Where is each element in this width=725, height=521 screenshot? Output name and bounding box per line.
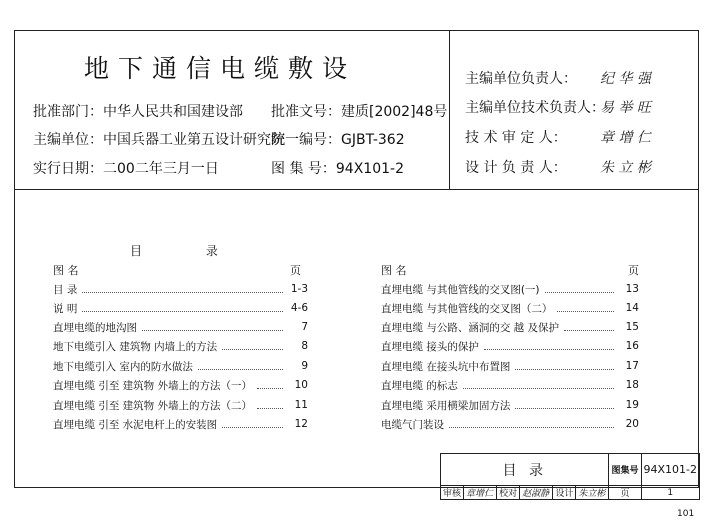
toc-entry[interactable]	[381, 359, 639, 373]
signature-role-4: 设 计 负 责 人：	[465, 160, 567, 176]
toc-heading: 目 录	[130, 244, 248, 258]
signature-role-3: 技 术 审 定 人：	[465, 130, 567, 146]
toc-entry-title: 直埋电缆 与其他管线的交叉图（二）	[381, 302, 553, 315]
toc-entry-page: 14	[625, 302, 639, 314]
toc-entry-title: 地下电缆引入 室内的防水做法	[53, 360, 193, 373]
toc-entry[interactable]	[53, 398, 308, 412]
toc-entry-page: 20	[625, 418, 639, 430]
signature-1: 纪 华 强	[600, 71, 651, 87]
toc-entry[interactable]	[53, 301, 308, 315]
toc-entry-page: 18	[625, 379, 639, 391]
leader-dots	[515, 408, 614, 409]
toc-entry-title: 电缆气门装设	[381, 418, 444, 431]
leader-dots	[222, 349, 283, 350]
toc-entry-title: 直埋电缆 采用横梁加固方法	[381, 399, 511, 412]
leader-dots	[82, 311, 283, 312]
toc-entry-title: 直埋电缆 引至 建筑物 外墙上的方法（二）	[53, 399, 253, 412]
toc-entry-page: 8	[301, 340, 308, 352]
signature-2: 易 举 旺	[600, 100, 651, 116]
toc-entry-title: 目 录	[53, 283, 78, 296]
toc-entry-title: 说 明	[53, 302, 78, 315]
atlas-label: 图集号	[609, 454, 641, 486]
leader-dots	[545, 292, 614, 293]
title-block	[440, 453, 700, 499]
toc-entry-title: 直埋电缆 引至 建筑物 外墙上的方法（一）	[53, 379, 253, 392]
effective-date: 实行日期：二00二年三月一日	[33, 161, 219, 177]
check-sign: 赵淑静	[520, 486, 553, 500]
toc-right-col-name: 图 名	[381, 264, 407, 277]
atlas-no: 图 集 号：94X101-2	[271, 161, 404, 177]
toc-right-col-page: 页	[628, 264, 639, 277]
toc-entry[interactable]	[53, 320, 308, 334]
toc-entry-title: 地下电缆引入 建筑物 内墙上的方法	[53, 340, 218, 353]
toc-entry[interactable]	[381, 282, 639, 296]
review-label: 审核	[441, 486, 464, 500]
page-label: 页	[609, 486, 641, 500]
toc-entry-title: 直埋电缆 与其他管线的交叉图(一)	[381, 283, 540, 296]
toc-entry-title: 直埋电缆的地沟图	[53, 321, 137, 334]
toc-left-col-page: 页	[290, 264, 301, 277]
toc-entry-page: 4-6	[290, 302, 308, 314]
approval-no: 批准文号：建质[2002]48号	[271, 104, 448, 120]
leader-dots	[82, 292, 283, 293]
signature-role-2: 主编单位技术负责人：	[465, 100, 605, 116]
toc-entry[interactable]	[381, 339, 639, 353]
toc-entry[interactable]	[53, 378, 308, 392]
leader-dots	[484, 349, 614, 350]
toc-entry-title: 直埋电缆 的标志	[381, 379, 458, 392]
atlas-value: 94X101-2	[641, 454, 700, 486]
toc-entry-page: 11	[294, 399, 308, 411]
toc-entry-page: 12	[294, 418, 308, 430]
toc-entry[interactable]	[53, 339, 308, 353]
leader-dots	[557, 311, 614, 312]
toc-entry[interactable]	[53, 359, 308, 373]
header-divider	[449, 30, 450, 190]
page-number: 101	[677, 509, 695, 519]
title-block-name: 目 录	[441, 454, 609, 486]
editor-unit: 主编单位：中国兵器工业第五设计研究院	[33, 132, 285, 148]
toc-left-col-name: 图 名	[53, 264, 79, 277]
toc-entry-page: 16	[625, 340, 639, 352]
toc-entry-page: 7	[301, 321, 308, 333]
toc-entry[interactable]	[381, 301, 639, 315]
toc-entry-title: 直埋电缆 接头的保护	[381, 340, 479, 353]
leader-dots	[198, 369, 283, 370]
design-label: 设计	[553, 486, 576, 500]
check-label: 校对	[497, 486, 520, 500]
leader-dots	[463, 388, 614, 389]
toc-entry[interactable]	[53, 417, 308, 431]
design-sign: 朱立彬	[576, 486, 609, 500]
toc-entry[interactable]	[381, 320, 639, 334]
toc-entry-page: 9	[301, 360, 308, 372]
signature-role-1: 主编单位负责人：	[465, 71, 577, 87]
atlas-title: 地下通信电缆敷设	[84, 54, 357, 83]
page-value: 1	[641, 486, 700, 500]
leader-dots	[257, 408, 283, 409]
toc-entry-title: 直埋电缆 与公路、涵洞的交 越 及保护	[381, 321, 560, 334]
toc-entry-title: 直埋电缆 引至 水泥电杆上的安装图	[53, 418, 218, 431]
leader-dots	[449, 427, 614, 428]
leader-dots	[142, 330, 283, 331]
leader-dots	[515, 369, 614, 370]
toc-entry[interactable]	[381, 378, 639, 392]
toc-entry-page: 17	[625, 360, 639, 372]
toc-entry[interactable]	[381, 417, 639, 431]
approval-dept: 批准部门：中华人民共和国建设部	[33, 104, 243, 120]
unified-no: 统一编号：GJBT-362	[271, 132, 405, 148]
leader-dots	[222, 427, 283, 428]
leader-dots	[257, 388, 283, 389]
toc-entry-page: 19	[625, 399, 639, 411]
signature-3: 章 增 仁	[600, 130, 651, 146]
toc-entry-page: 13	[625, 283, 639, 295]
leader-dots	[564, 330, 614, 331]
toc-entry[interactable]	[381, 398, 639, 412]
toc-entry-page: 10	[294, 379, 308, 391]
toc-entry-title: 直埋电缆 在接头坑中布置图	[381, 360, 511, 373]
toc-entry-page: 15	[625, 321, 639, 333]
signature-4: 朱 立 彬	[600, 160, 651, 176]
toc-entry-page: 1-3	[290, 283, 308, 295]
toc-entry[interactable]	[53, 282, 308, 296]
review-sign: 章增仁	[464, 486, 497, 500]
